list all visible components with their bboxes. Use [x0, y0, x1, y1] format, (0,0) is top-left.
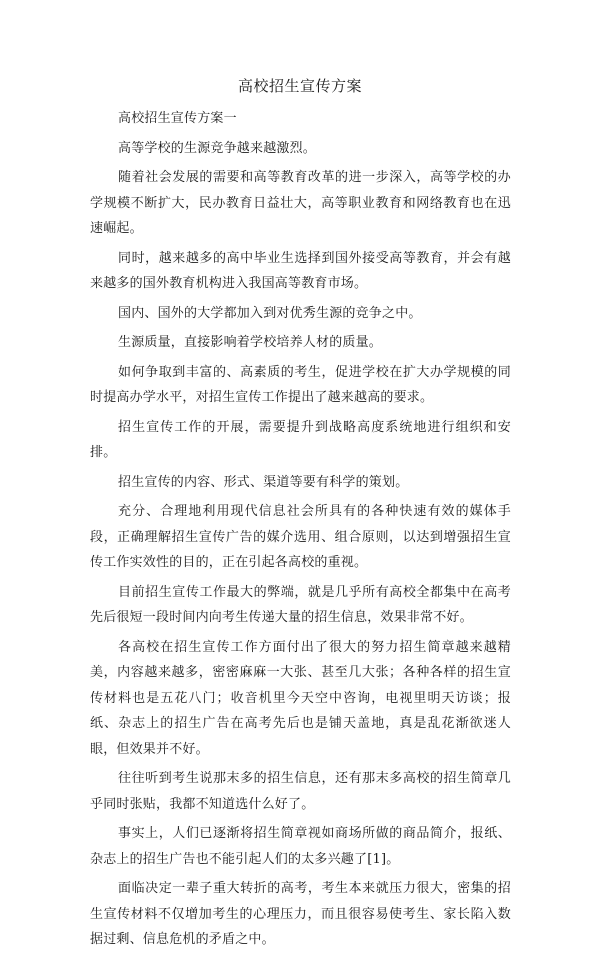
- paragraph: 同时，越来越多的高中毕业生选择到国外接受高等教育，并会有越来越多的国外教育机构进入我国高等教育市场。: [90, 250, 511, 291]
- paragraph: 招生宣传的内容、形式、渠道等要有科学的策划。: [118, 474, 409, 490]
- paragraph: 各高校在招生宣传工作方面付出了很大的努力招生简章越来越精美，内容越来越多，密密麻麻一大张、甚至几大张；各种各样的招生宣传材料也是五花八门；收音机里今天空中咨询，电视里明天访谈；报纸、杂志上的招生广告在高考先后也是铺天盖地，真是乱花渐欲迷人眼，但效果并不好。: [90, 639, 511, 757]
- paragraph: 如何争取到丰富的、高素质的考生，促进学校在扩大办学规模的同时提高办学水平，对招生宣传工作提出了越来越高的要求。: [90, 364, 511, 405]
- paragraph: 事实上，人们已逐渐将招生简章视如商场所做的商品简介，报纸、杂志上的招生广告也不能引起人们的太多兴趣了[1]。: [90, 826, 511, 867]
- paragraph: 高等学校的生源竞争越来越激烈。: [118, 140, 317, 156]
- document-title: 高校招生宣传方案: [237, 77, 362, 95]
- paragraph: 目前招生宣传工作最大的弊端，就是几乎所有高校全都集中在高考先后很短一段时间内向考生传递大量的招生信息，效果非常不好。: [90, 584, 511, 625]
- paragraph: 随着社会发展的需要和高等教育改革的进一步深入，高等学校的办学规模不断扩大，民办教育日益壮大，高等职业教育和网络教育也在迅速崛起。: [90, 170, 511, 236]
- paragraph: 往往听到考生说那末多的招生信息，还有那末多高校的招生简章几乎同时张贴，我都不知道选什么好了。: [90, 771, 511, 812]
- paragraph: 国内、国外的大学都加入到对优秀生源的竞争之中。: [118, 305, 422, 321]
- paragraph: 充分、合理地利用现代信息社会所具有的各种快速有效的媒体手段，正确理解招生宣传广告的媒介选用、组合原则，以达到增强招生宣传工作实效性的目的，正在引起各高校的重视。: [90, 504, 511, 570]
- paragraph: 生源质量，直接影响着学校培养人材的质量。: [118, 335, 383, 350]
- document-body: [90, 106, 511, 957]
- paragraph-subtitle: 高校招生宣传方案一: [118, 111, 237, 126]
- paragraph: 招生宣传工作的开展，需要提升到战略高度系统地进行组织和安排。: [90, 419, 511, 460]
- paragraph: 面临决定一辈子重大转折的高考，考生本来就压力很大，密集的招生宣传材料不仅增加考生的心理压力，而且很容易使考生、家长陷入数据过剩、信息危机的矛盾之中。: [90, 881, 511, 947]
